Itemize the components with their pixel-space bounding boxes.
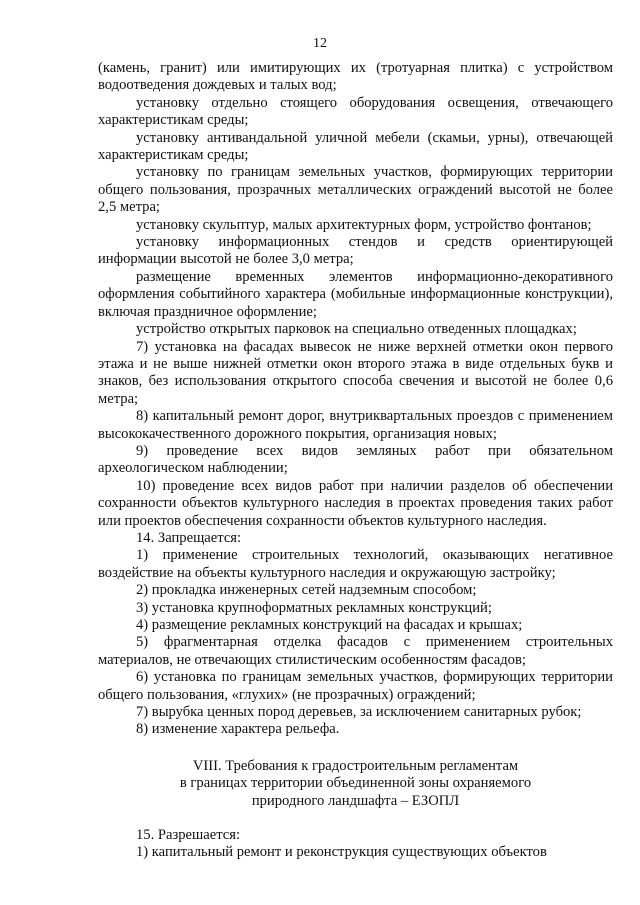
paragraph: 8) изменение характера рельефа. — [136, 721, 340, 738]
paragraph: 3) установка крупноформатных рекламных конструкций; — [136, 599, 492, 616]
page-number: 12 — [313, 36, 327, 51]
paragraph: 8) капитальный ремонт дорог, внутриквартальных проездов с применением высококачественного дорожного покрытия, организация новых; — [98, 408, 613, 442]
paragraphs-top — [98, 60, 613, 739]
paragraph: 1) применение строительных технологий, оказывающих негативное воздействие на объекты культурного наследия и окружающую застройку; — [98, 547, 613, 581]
paragraph: 2) прокладка инженерных сетей надземным способом; — [136, 582, 477, 599]
paragraph: размещение временных элементов информационно-декоративного оформления событийного характера (мобильные информационные конструкции), включая праздничное оформление; — [98, 268, 613, 320]
document-body — [98, 60, 613, 862]
paragraph: устройство открытых парковок на специально отведенных площадках; — [136, 321, 577, 338]
paragraph: 9) проведение всех видов земляных работ при обязательном археологическом наблюдении; — [98, 442, 613, 477]
section-heading — [98, 758, 613, 810]
paragraph: установку скульптур, малых архитектурных форм, устройство фонтанов; — [136, 216, 592, 233]
paragraph: (камень, гранит) или имитирующих их (тротуарная плитка) с устройством водоотведения дождевых и талых вод; — [98, 60, 613, 94]
paragraph: 7) вырубка ценных пород деревьев, за исключением санитарных рубок; — [136, 704, 582, 721]
paragraph: 7) установка на фасадах вывесок не ниже верхней отметки окон первого этажа и не выше нижней отметки окон второго этажа в виде отдельных букв и знаков, без использования открытого способа свечения и высотой не более 0,6 метра; — [98, 338, 613, 407]
paragraph: 5) фрагментарная отделка фасадов с применением строительных материалов, не отвечающих стилистическим особенностям фасадов; — [98, 634, 613, 668]
paragraphs-bottom — [98, 827, 613, 862]
section-heading-line: в границах территории объединенной зоны охраняемого — [179, 775, 532, 792]
paragraph: установку отдельно стоящего оборудования освещения, отвечающего характеристикам среды; — [98, 94, 613, 129]
section-heading-line: VIII. Требования к градостроительным регламентам — [192, 757, 519, 774]
paragraph: 4) размещение рекламных конструкций на фасадах и крышах; — [136, 617, 523, 633]
paragraph: 14. Запрещается: — [136, 529, 242, 546]
paragraph: установку по границам земельных участков, формирующих территории общего пользования, прозрачных металлических ограждений высотой не более 2,5 метра; — [98, 164, 613, 216]
paragraph: 6) установка по границам земельных участков, формирующих территории общего пользования, «глухих» (не прозрачных) ограждений; — [98, 669, 613, 703]
paragraph: 1) капитальный ремонт и реконструкция существующих объектов — [136, 844, 547, 861]
paragraph: 15. Разрешается: — [136, 827, 241, 844]
section-heading-line: природного ландшафта – ЕЗОПЛ — [251, 792, 460, 809]
paragraph: установку информационных стендов и средств ориентирующей информации высотой не более 3,0 метра; — [98, 234, 613, 268]
paragraph: 10) проведение всех видов работ при наличии разделов об обеспечении сохранности объектов культурного наследия в проектах проведения таких работ или проектов обеспечения сохранности объектов культурного наследия. — [98, 477, 613, 529]
paragraph: установку антивандальной уличной мебели (скамьи, урны), отвечающей характеристикам среды; — [98, 129, 613, 164]
